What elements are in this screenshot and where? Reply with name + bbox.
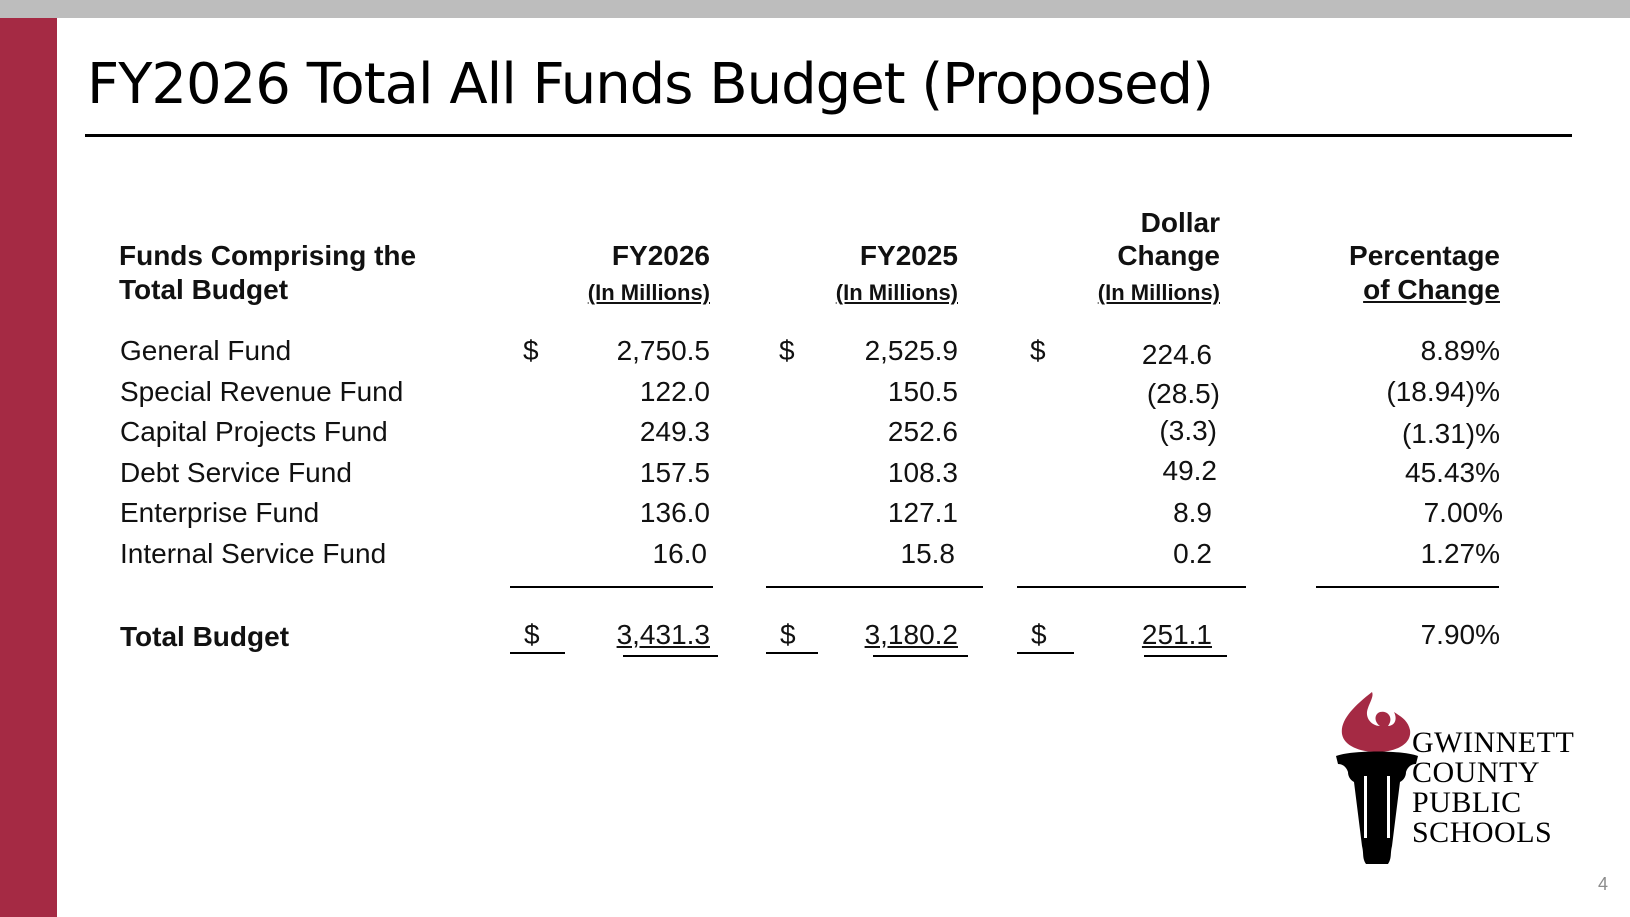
torch-logo-icon <box>1334 690 1420 866</box>
fy2025-value: 2,525.9 <box>864 335 958 366</box>
fund-name: Enterprise Fund <box>120 497 320 528</box>
header-fy2026-sub: (In Millions) <box>587 280 710 305</box>
fy2026-value: 122.0 <box>639 376 710 407</box>
fy2025-value: 150.5 <box>887 376 958 407</box>
left-accent-bar <box>0 18 57 917</box>
page-number: 4 <box>1597 874 1608 894</box>
currency-symbol: $ <box>779 335 795 366</box>
pct-value: (18.94)% <box>1386 376 1500 407</box>
pct-value: (1.31)% <box>1401 418 1500 449</box>
total-change: 251.1 <box>1141 619 1212 650</box>
logo-line: PUBLIC <box>1412 786 1522 819</box>
change-value: 0.2 <box>1173 538 1212 569</box>
total-change-double-underline <box>1144 655 1227 657</box>
currency-symbol: $ <box>1031 619 1047 650</box>
fy2026-value: 157.5 <box>639 457 710 488</box>
total-fy2026: 3,431.3 <box>616 619 710 650</box>
title-underline <box>85 134 1572 137</box>
header-pct-line2: of Change <box>1363 274 1500 305</box>
pct-value: 8.89% <box>1420 335 1500 366</box>
fund-name: Special Revenue Fund <box>120 376 404 407</box>
total-fy2025: 3,180.2 <box>864 619 958 650</box>
currency-symbol: $ <box>524 619 540 650</box>
currency-symbol: $ <box>523 335 539 366</box>
fy2026-value: 16.0 <box>652 538 707 569</box>
change-value: (28.5) <box>1146 378 1220 409</box>
fund-name: Internal Service Fund <box>120 538 387 569</box>
total-dollar-underline <box>1017 652 1074 654</box>
logo-line: COUNTY <box>1412 756 1540 789</box>
header-pct-line1: Percentage <box>1349 240 1500 271</box>
header-dollar-change-sub: (In Millions) <box>1097 280 1220 305</box>
fy2025-value: 252.6 <box>887 416 958 447</box>
currency-symbol: $ <box>1030 335 1046 366</box>
pct-value: 7.00% <box>1423 497 1503 528</box>
change-value: (3.3) <box>1159 415 1217 446</box>
pct-value: 1.27% <box>1420 538 1500 569</box>
header-dollar-change-line2: Change <box>1117 240 1220 271</box>
total-dollar-underline <box>510 652 565 654</box>
change-value: 8.9 <box>1173 497 1212 528</box>
fy2026-value: 136.0 <box>639 497 710 528</box>
total-label: Total Budget <box>120 621 290 652</box>
fy2025-value: 15.8 <box>900 538 955 569</box>
logo-line: GWINNETT <box>1412 726 1575 759</box>
total-pct: 7.90% <box>1420 619 1500 650</box>
subtotal-rule-fy2025 <box>766 586 983 588</box>
slide-title: FY2026 Total All Funds Budget (Proposed) <box>87 52 1213 117</box>
subtotal-rule-change <box>1017 586 1246 588</box>
subtotal-rule-fy2026 <box>510 586 713 588</box>
header-fy2025-sub: (In Millions) <box>835 280 958 305</box>
fund-name: Capital Projects Fund <box>120 416 388 447</box>
fy2025-value: 108.3 <box>887 457 958 488</box>
currency-symbol: $ <box>780 619 796 650</box>
top-bar <box>0 0 1630 18</box>
fy2026-value: 249.3 <box>639 416 710 447</box>
total-dollar-underline <box>766 652 818 654</box>
fund-name: General Fund <box>120 335 292 366</box>
change-value: 224.6 <box>1141 339 1212 370</box>
fund-name: Debt Service Fund <box>120 457 352 488</box>
fy2025-value: 127.1 <box>887 497 958 528</box>
header-funds-line2: Total Budget <box>119 274 289 305</box>
header-fy2025: FY2025 <box>859 240 958 271</box>
header-funds-line1: Funds Comprising the <box>119 240 417 271</box>
header-fy2026: FY2026 <box>611 240 710 271</box>
logo-line: SCHOOLS <box>1412 816 1553 849</box>
change-value: 49.2 <box>1162 455 1217 486</box>
subtotal-rule-pct <box>1316 586 1499 588</box>
total-fy2026-double-underline <box>623 655 718 657</box>
header-dollar-change-line1: Dollar <box>1140 207 1220 238</box>
total-fy2025-double-underline <box>873 655 968 657</box>
fy2026-value: 2,750.5 <box>616 335 710 366</box>
pct-value: 45.43% <box>1405 457 1500 488</box>
logo-wordmark <box>1412 728 1574 848</box>
